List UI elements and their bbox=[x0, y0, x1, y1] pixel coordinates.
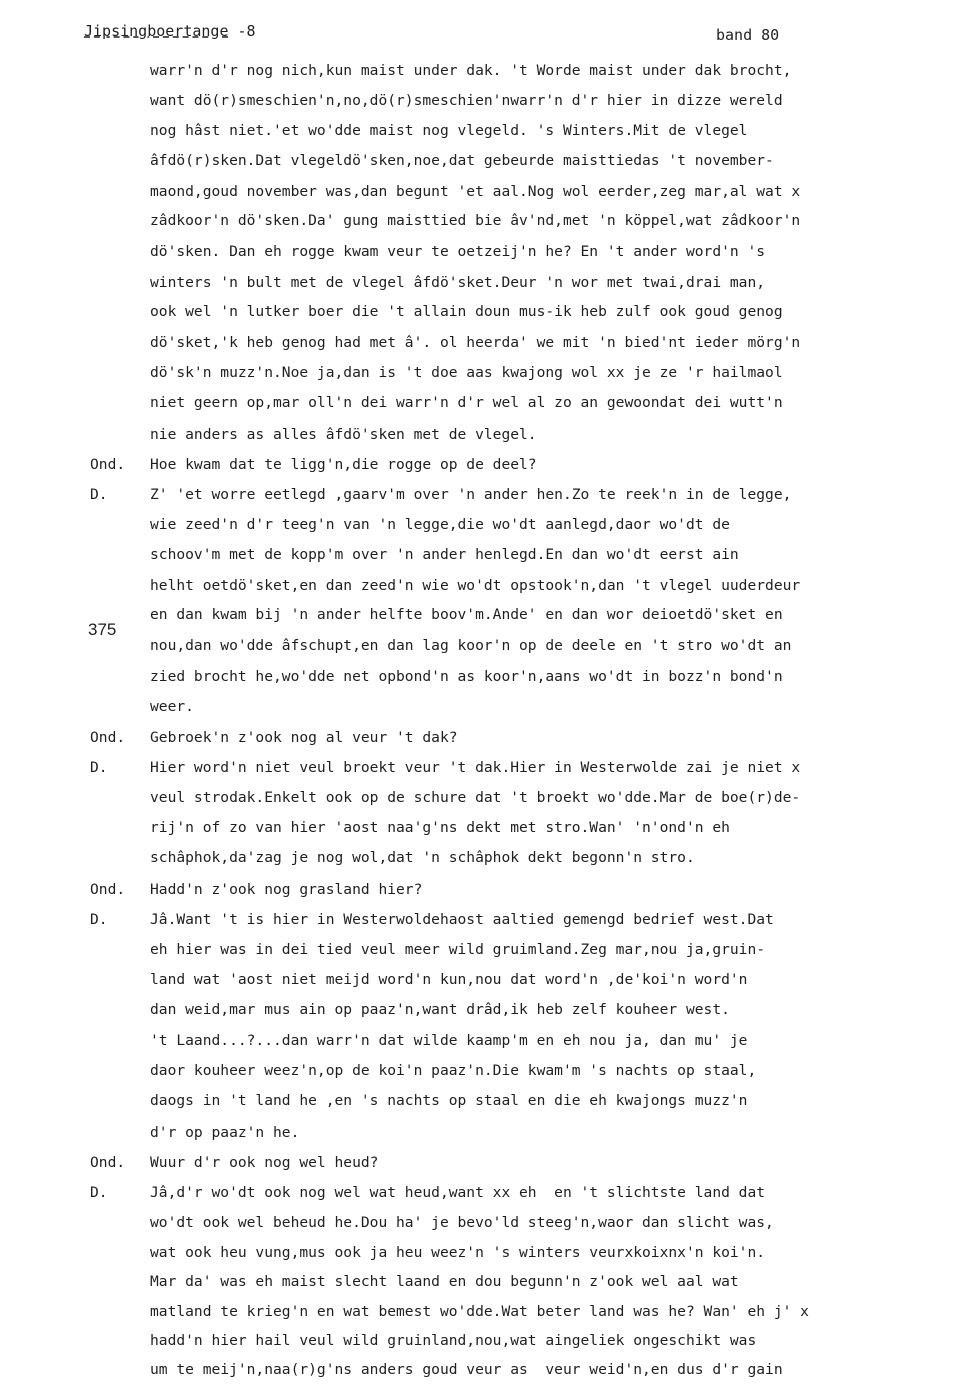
transcript-line: warr'n d'r nog nich,kun maist under dak. 't Worde maist under dak brocht, bbox=[150, 62, 792, 79]
transcript-line: eh hier was in dei tied veul meer wild gruimland.Zeg mar,nou ja,gruin- bbox=[150, 941, 766, 958]
transcript-line: Gebroek'n z'ook nog al veur 't dak? bbox=[150, 729, 458, 746]
transcript-line: ook wel 'n lutker boer die 't allain doun mus-ik heb zulf ook goud genog bbox=[150, 303, 783, 320]
transcript-line: 't Laand...?...dan warr'n dat wilde kaamp'm en eh nou ja, dan mu' je bbox=[150, 1032, 748, 1049]
speaker-label: D. bbox=[90, 911, 108, 928]
transcript-line: nou,dan wo'dde âfschupt,en dan lag koor'n op de deele en 't stro wo'dt an bbox=[150, 637, 792, 654]
speaker-label: Ond. bbox=[90, 1154, 126, 1171]
speaker-label: D. bbox=[90, 1184, 108, 1201]
transcript-line: Hoe kwam dat te ligg'n,die rogge op de deel? bbox=[150, 456, 537, 473]
transcript-line: helht oetdö'sket,en dan zeed'n wie wo'dt opstook'n,dan 't vlegel uuderdeur bbox=[150, 577, 801, 594]
transcript-line: Hadd'n z'ook nog grasland hier? bbox=[150, 881, 423, 898]
transcript-line: âfdö(r)sken.Dat vlegeldö'sken,noe,dat gebeurde maisttiedas 't november- bbox=[150, 152, 774, 169]
transcript-line: dö'sken. Dan eh rogge kwam veur te oetzeij'n he? En 't ander word'n 's bbox=[150, 243, 766, 260]
transcript-line: nie anders as alles âfdö'sken met de vlegel. bbox=[150, 426, 537, 443]
transcript-line: um te meij'n,naa(r)g'ns anders goud veur as veur weid'n,en dus d'r gain bbox=[150, 1361, 783, 1378]
transcript-line: zied brocht he,wo'dde net opbond'n as koor'n,aans wo'dt in bozz'n bond'n bbox=[150, 668, 783, 685]
transcript-line: dan weid,mar mus ain op paaz'n,want drâd,ik heb zelf kouheer west. bbox=[150, 1001, 730, 1018]
transcript-line: wat ook heu vung,mus ook ja heu weez'n 's winters veurxkoixnx'n koi'n. bbox=[150, 1244, 766, 1261]
transcript-line: hadd'n hier hail veul wild gruinland,nou,wat aingeliek ongeschikt was bbox=[150, 1332, 757, 1349]
transcript-line: daogs in 't land he ,en 's nachts op staal en die eh kwajongs muzz'n bbox=[150, 1092, 748, 1109]
transcript-line: rij'n of zo van hier 'aost naa'g'ns dekt met stro.Wan' 'n'ond'n eh bbox=[150, 819, 730, 836]
speaker-label: Ond. bbox=[90, 456, 126, 473]
transcript-line: Jâ,d'r wo'dt ook nog wel wat heud,want xx eh en 't slichtste land dat bbox=[150, 1184, 766, 1201]
transcript-line: want dö(r)smeschien'n,no,dö(r)smeschien'nwarr'n d'r hier in dizze wereld bbox=[150, 92, 783, 109]
page-number: -8 bbox=[237, 22, 256, 40]
speaker-label: D. bbox=[90, 759, 108, 776]
transcript-line: maond,goud november was,dan begunt 'et aal.Nog wol eerder,zeg mar,al wat x bbox=[150, 183, 801, 200]
transcript-line: wie zeed'n d'r teeg'n van 'n legge,die wo'dt aanlegd,daor wo'dt de bbox=[150, 516, 730, 533]
place-name: Jipsingboertange bbox=[84, 22, 229, 40]
transcript-line: en dan kwam bij 'n ander helfte boov'm.Ande' en dan wor deioetdö'sket en bbox=[150, 606, 783, 623]
speaker-label: Ond. bbox=[90, 881, 126, 898]
margin-number: 375 bbox=[88, 620, 117, 639]
transcript-line: dö'sk'n muzz'n.Noe ja,dan is 't doe aas kwajong wol xx je ze 'r hailmaol bbox=[150, 364, 783, 381]
transcript-line: Mar da' was eh maist slecht laand en dou begunn'n z'ook wel aal wat bbox=[150, 1273, 739, 1290]
transcript-line: Jâ.Want 't is hier in Westerwoldehaost aaltied gemengd bedrief west.Dat bbox=[150, 911, 774, 928]
transcript-line: schoov'm met de kopp'm over 'n ander henlegd.En dan wo'dt eerst ain bbox=[150, 546, 739, 563]
transcript-line: Z' 'et worre eetlegd ,gaarv'm over 'n ander hen.Zo te reek'n in de legge, bbox=[150, 486, 792, 503]
transcript-line: winters 'n bult met de vlegel âfdö'sket.Deur 'n wor met twai,drai man, bbox=[150, 274, 766, 291]
header-title bbox=[84, 22, 256, 40]
transcript-line: niet geern op,mar oll'n dei warr'n d'r wel al zo an gewoondat dei wutt'n bbox=[150, 394, 783, 411]
transcript-line: wo'dt ook wel beheud he.Dou ha' je bevo'ld steeg'n,waor dan slicht was, bbox=[150, 1214, 774, 1231]
speaker-label: D. bbox=[90, 486, 108, 503]
transcript-line: weer. bbox=[150, 698, 194, 715]
transcript-line: veul strodak.Enkelt ook op de schure dat 't broekt wo'dde.Mar de boe(r)de- bbox=[150, 789, 801, 806]
transcript-line: d'r op paaz'n he. bbox=[150, 1124, 300, 1141]
transcript-line: zâdkoor'n dö'sken.Da' gung maisttied bie âv'nd,met 'n köppel,wat zâdkoor'n bbox=[150, 212, 801, 229]
transcript-line: schâphok,da'zag je nog wol,dat 'n schâphok dekt begonn'n stro. bbox=[150, 849, 695, 866]
transcript-line: Hier word'n niet veul broekt veur 't dak.Hier in Westerwolde zai je niet x bbox=[150, 759, 801, 776]
band-number: band 80 bbox=[716, 26, 780, 44]
transcript-line: daor kouheer weez'n,op de koi'n paaz'n.Die kwam'm 's nachts op staal, bbox=[150, 1062, 757, 1079]
transcript-line: nog hâst niet.'et wo'dde maist nog vlegeld. 's Winters.Mit de vlegel bbox=[150, 122, 748, 139]
transcript-line: Wuur d'r ook nog wel heud? bbox=[150, 1154, 379, 1171]
transcript-line: matland te krieg'n en wat bemest wo'dde.Wat beter land was he? Wan' eh j' x bbox=[150, 1303, 809, 1320]
speaker-label: Ond. bbox=[90, 729, 126, 746]
transcript-line: land wat 'aost niet meijd word'n kun,nou dat word'n ,de'koi'n word'n bbox=[150, 971, 748, 988]
transcript-line: dö'sket,'k heb genog had met â'. ol heerda' we mit 'n bied'nt ieder mörg'n bbox=[150, 334, 801, 351]
